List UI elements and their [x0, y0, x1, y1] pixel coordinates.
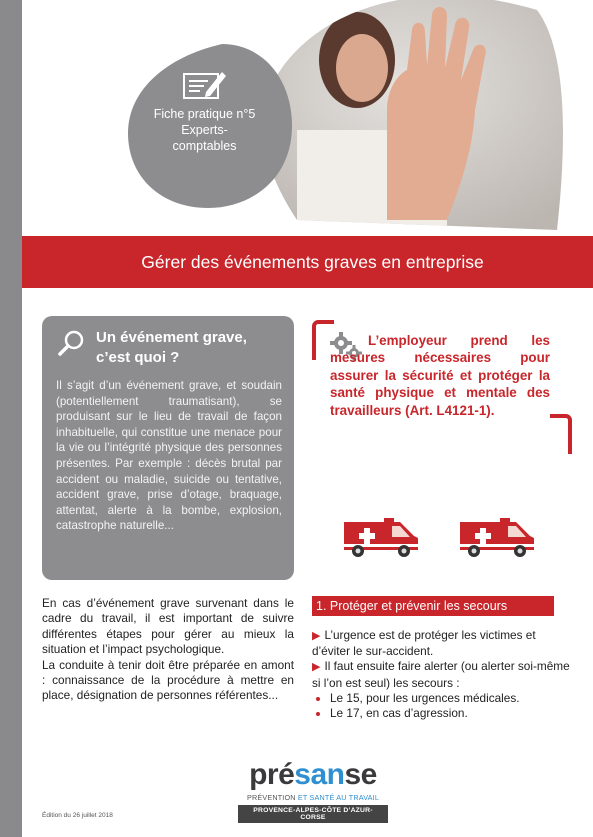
emergency-numbers-list [312, 691, 570, 721]
audience-line-2: comptables [172, 139, 237, 153]
intro-paragraph-1: En cas d’événement grave survenant dans le cadre du travail, il est important de suivre différentes étapes pour gérer au mieux la situation et l’impact psychologique. [42, 596, 294, 657]
section-body [312, 628, 570, 721]
tagline-a: PRÉVENTION [246, 793, 296, 802]
presanse-logo [238, 760, 388, 824]
ambulance-icon [456, 512, 538, 558]
tagline-b: ET SANTÉ AU TRAVAIL [297, 793, 380, 802]
title-band [22, 236, 593, 288]
logo-wordmark [238, 760, 388, 790]
audience-line-1: Experts- [181, 123, 228, 137]
section-heading: 1. Protéger et prévenir les secours [312, 596, 554, 616]
triangle-bullet-icon: ▶ [312, 630, 321, 642]
list-item: • Le 17, en cas d’agression. [330, 706, 570, 721]
side-bar [0, 0, 22, 837]
hero-header [22, 0, 593, 236]
logo-part-1: pré [249, 758, 295, 791]
page-title: Gérer des événements graves en entreprise [141, 252, 484, 272]
point-2 [312, 659, 570, 690]
definition-heading-line-1: Un événement grave, [96, 329, 247, 346]
point-2-text: Il faut ensuite faire alerter (ou alerter soi-même si l’on est seul) les secours : [312, 659, 570, 690]
definition-heading-line-2: c’est quoi ? [96, 349, 180, 366]
fiche-label: Fiche pratique n°5 [153, 107, 256, 121]
point-1-text: L’urgence est de protéger les victimes et d’éviter le sur-accident. [312, 628, 536, 659]
edition-date: Édition du 26 juillet 2018 [42, 812, 113, 819]
logo-tagline [238, 793, 388, 802]
logo-region: PROVENCE-ALPES-CÔTE D’AZUR-CORSE [238, 805, 388, 823]
logo-part-3: se [344, 758, 377, 791]
quote-text [330, 332, 550, 419]
search-icon [56, 328, 86, 358]
form-edit-icon [182, 68, 228, 102]
triangle-bullet-icon: ▶ [312, 661, 321, 674]
definition-box [42, 316, 294, 580]
intro-text [42, 596, 294, 704]
definition-heading [96, 328, 286, 368]
logo-part-2: san [294, 758, 345, 791]
hero-caption [122, 106, 287, 154]
quote-body: L’employeur prend les mesures nécessaires pour assurer la sécurité et protéger la santé physique et mentale des travailleurs (Art. L4121-1). [330, 333, 550, 418]
ambulance-icon [340, 512, 422, 558]
list-item: • Le 15, pour les urgences médicales. [330, 691, 570, 706]
definition-body: Il s’agit d’un événement grave, et soudain (potentiellement traumatisant), se produisant sur le lieu de travail de façon inhabituelle, qui constitue une menace pour la vie ou l’intégrité physique des personnes présentes. Par exemple : décès brutal par accident ou maladie, suicide ou tentative, accident grave, prise d’otage, braquage, attentat, alerte à la bombe, explosion, catastrophe naturelle... [56, 379, 282, 533]
intro-paragraph-2: La conduite à tenir doit être préparée en amont : connaissance de la procédure à mettre en place, désignation de personnes référentes... [42, 657, 294, 703]
point-1 [312, 628, 570, 659]
